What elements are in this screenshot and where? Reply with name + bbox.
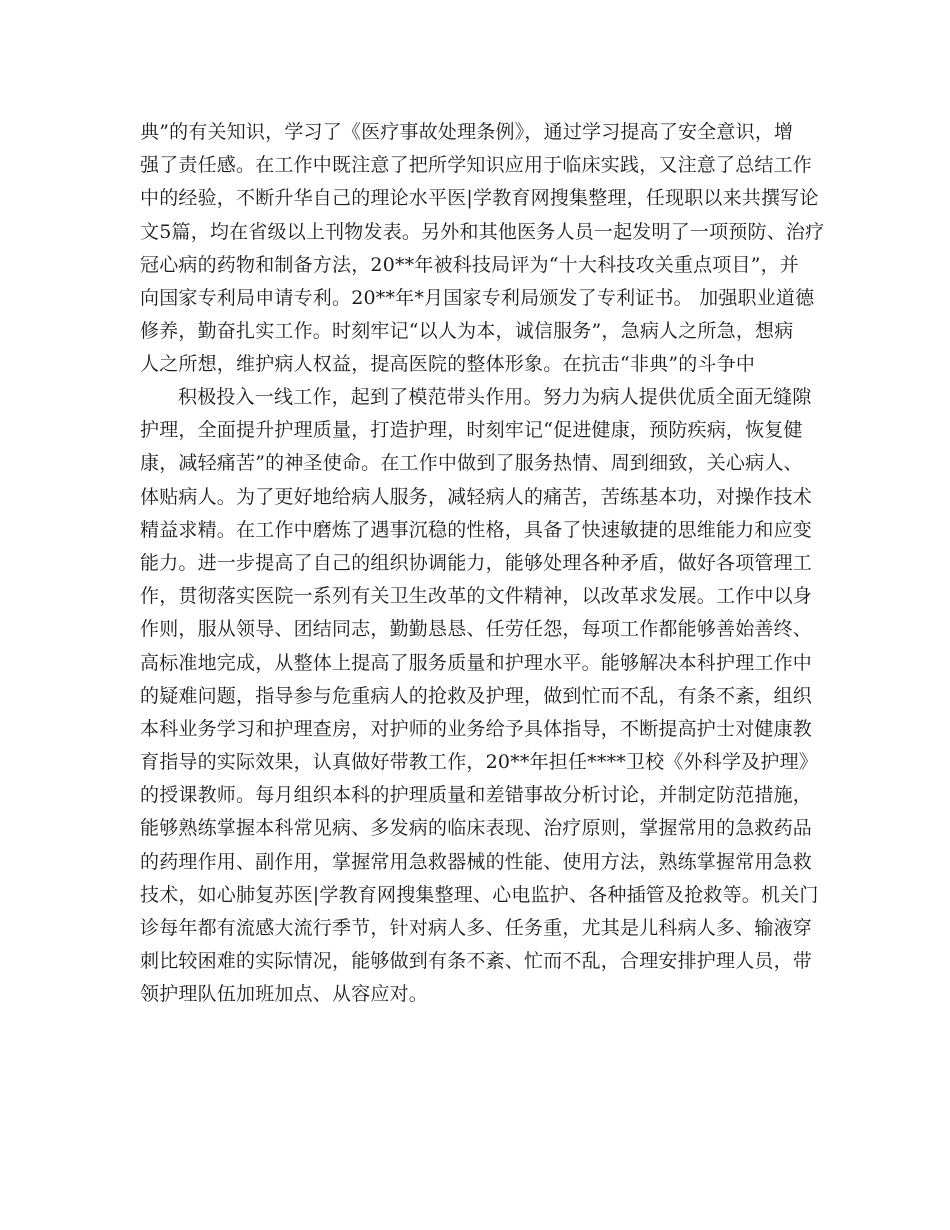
paragraph-line: 作，贯彻落实医院一系列有关卫生改革的文件精神，以改革求发展。工作中以身 — [140, 585, 813, 608]
paragraph-line: 中的经验，不断升华自己的理论水平医|学教育网搜集整理，任现职以来共撰写论 — [140, 187, 819, 210]
paragraph-line: 向国家专利局申请专利。20**年*月国家专利局颁发了专利证书。 加强职业道德 — [140, 286, 815, 309]
paragraph-line: 的药理作用、副作用，掌握常用急救器械的性能、使用方法，熟练掌握常用急救 — [140, 850, 813, 873]
paragraph-line: 护理，全面提升护理质量，打造护理，时刻牢记“促进健康，预防疾病，恢复健 — [140, 419, 803, 442]
paragraph-1 — [140, 116, 825, 382]
paragraph-2 — [140, 381, 820, 1012]
paragraph-line: 精益求精。在工作中磨炼了遇事沉稳的性格，具备了快速敏捷的思维能力和应变 — [140, 518, 813, 541]
paragraph-line: 文5篇，均在省级以上刊物发表。另外和其他医务人员一起发明了一项预防、治疗 — [140, 220, 825, 243]
paragraph-line: 修养，勤奋扎实工作。时刻牢记“以人为本，诚信服务”，急病人之所急，想病 — [140, 320, 794, 343]
paragraph-line: 诊每年都有流感大流行季节，针对病人多、任务重，尤其是儿科病人多、输液穿 — [140, 917, 813, 939]
paragraph-line: 领护理队伍加班加点、从容应对。 — [140, 983, 429, 1006]
paragraph-line: 典”的有关知识，学习了《医疗事故处理条例》，通过学习提高了安全意识，增 — [140, 121, 794, 143]
paragraph-line: 作则，服从领导、团结同志，勤勤恳恳、任劳任怨，每项工作都能够善始善终、 — [140, 618, 813, 641]
paragraph-line: 刺比较困难的实际情况，能够做到有条不紊、忙而不乱，合理安排护理人员，带 — [140, 950, 813, 973]
paragraph-line: 冠心病的药物和制备方法，20**年被科技局评为“十大科技攻关重点项目”，并 — [140, 253, 800, 276]
paragraph-line: 的授课教师。每月组织本科的护理质量和差错事故分析讨论，并制定防范措施， — [140, 784, 813, 807]
paragraph-line: 能力。进一步提高了自己的组织协调能力，能够处理各种矛盾，做好各项管理工 — [140, 551, 813, 574]
paragraph-line: 康，减轻痛苦”的神圣使命。在工作中做到了服务热情、周到细致，关心病人、 — [140, 452, 803, 475]
paragraph-line: 育指导的实际效果，认真做好带教工作，20**年担任****卫校《外科学及护理》 — [140, 751, 818, 774]
paragraph-line: 本科业务学习和护理查房，对护师的业务给予具体指导，不断提高护士对健康教 — [140, 717, 813, 740]
paragraph-line: 高标准地完成，从整体上提高了服务质量和护理水平。能够解决本科护理工作中 — [140, 651, 813, 674]
paragraph-line: 人之所想，维护病人权益，提高医院的整体形象。在抗击“非典”的斗争中 — [140, 353, 756, 376]
paragraph-line: 积极投入一线工作，起到了模范带头作用。努力为病人提供优质全面无缝隙 — [178, 386, 812, 408]
paragraph-line: 技术，如心肺复苏医|学教育网搜集整理、心电监护、各种插管及抢救等。机关门 — [140, 883, 819, 906]
paragraph-line: 能够熟练掌握本科常见病、多发病的临床表现、治疗原则，掌握常用的急救药品 — [140, 817, 813, 840]
paragraph-line: 的疑难问题，指导参与危重病人的抢救及护理，做到忙而不乱，有条不紊，组织 — [140, 684, 813, 707]
paragraph-line: 体贴病人。为了更好地给病人服务，减轻病人的痛苦，苦练基本功，对操作技术 — [140, 485, 813, 508]
paragraph-line: 强了责任感。在工作中既注意了把所学知识应用于临床实践，又注意了总结工作 — [140, 154, 813, 177]
